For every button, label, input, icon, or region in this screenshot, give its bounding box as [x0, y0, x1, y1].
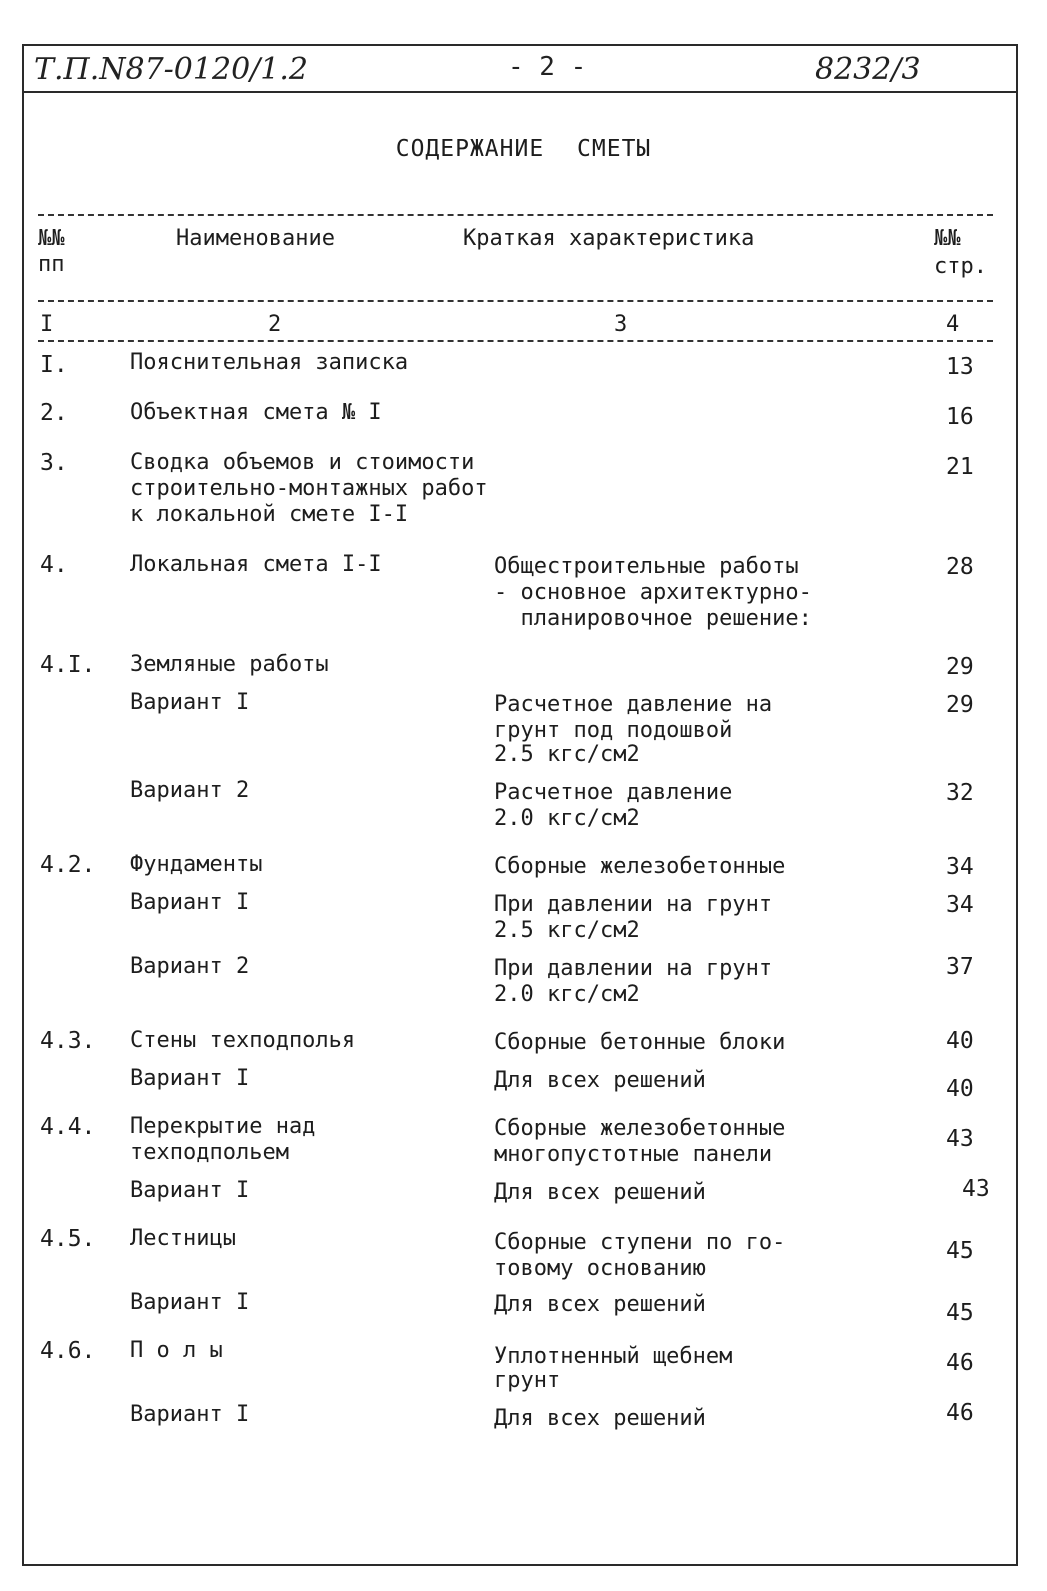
col-num-heading-line1: №№: [38, 226, 65, 251]
row-name: строительно-монтажных работ: [130, 476, 488, 501]
row-name: Стены техподполья: [130, 1028, 356, 1053]
col-index-2: 2: [268, 312, 282, 337]
row-name: Локальная смета I-I: [130, 552, 382, 577]
row-page: 29: [946, 654, 974, 680]
row-description: Общестроительные работы: [494, 554, 799, 579]
row-name: Вариант I: [130, 890, 250, 915]
row-number: 4.6.: [40, 1338, 96, 1364]
header-divider: [22, 91, 1018, 93]
row-page: 43: [946, 1126, 974, 1152]
row-page: 29: [946, 692, 974, 718]
row-name: техподпольем: [130, 1140, 289, 1165]
header-top-dashed-rule: [38, 214, 993, 216]
row-page: 40: [946, 1028, 974, 1054]
row-name: Лестницы: [130, 1226, 236, 1251]
row-description: Сборные железобетонные: [494, 854, 786, 879]
row-name: Вариант I: [130, 1402, 250, 1427]
row-description: Для всех решений: [494, 1180, 706, 1205]
row-description: Сборные бетонные блоки: [494, 1030, 786, 1055]
col-index-4: 4: [946, 312, 960, 337]
col-description-heading: Краткая характеристика: [463, 226, 755, 251]
row-description: Для всех решений: [494, 1406, 706, 1431]
row-description: Для всех решений: [494, 1292, 706, 1317]
row-number: 4.I.: [40, 652, 96, 678]
row-name: Объектная смета № I: [130, 400, 382, 425]
document-title: СОДЕРЖАНИЕ СМЕТЫ: [395, 136, 652, 162]
row-description: многопустотные панели: [494, 1142, 773, 1167]
header-mid-dashed-rule: [38, 300, 993, 302]
row-name: Земляные работы: [130, 652, 329, 677]
row-name: Вариант I: [130, 690, 250, 715]
row-description: Сборные железобетонные: [494, 1116, 786, 1141]
header-bottom-dashed-rule: [38, 340, 993, 342]
row-number: 4.4.: [40, 1114, 96, 1140]
row-description: Расчетное давление на: [494, 692, 773, 717]
row-number: 3.: [40, 450, 68, 476]
row-page: 40: [946, 1076, 974, 1102]
row-description: При давлении на грунт: [494, 892, 773, 917]
row-name: Пояснительная записка: [130, 350, 409, 375]
row-page: 21: [946, 454, 974, 480]
row-description: грунт: [494, 1368, 561, 1393]
col-page-heading-line1: №№: [934, 226, 961, 251]
row-description: Для всех решений: [494, 1068, 706, 1093]
row-description: Уплотненный щебнем: [494, 1344, 733, 1369]
row-name: Вариант I: [130, 1178, 250, 1203]
reference-number: 8232/3: [815, 52, 921, 87]
row-name: П о л ы: [130, 1338, 223, 1363]
row-number: 4.: [40, 552, 68, 578]
col-num-heading-line2: пп: [38, 252, 65, 277]
row-page: 45: [946, 1238, 974, 1264]
row-description: При давлении на грунт: [494, 956, 773, 981]
row-number: 4.2.: [40, 852, 96, 878]
row-name: Фундаменты: [130, 852, 263, 877]
page-number: - 2 -: [508, 52, 587, 82]
row-page: 46: [946, 1350, 974, 1376]
row-name: Сводка объемов и стоимости: [130, 450, 475, 475]
row-description: товому основанию: [494, 1256, 706, 1281]
row-page: 34: [946, 892, 974, 918]
row-page: 45: [946, 1300, 974, 1326]
document-code: Т.П.N87-0120/1.2: [34, 52, 308, 87]
row-page: 32: [946, 780, 974, 806]
row-description: 2.5 кгс/см2: [494, 742, 640, 767]
row-description: планировочное решение:: [494, 606, 812, 631]
row-page: 37: [946, 954, 974, 980]
row-name: Вариант I: [130, 1066, 250, 1091]
row-name: Вариант 2: [130, 778, 250, 803]
row-description: грунт под подошвой: [494, 718, 733, 743]
row-description: Расчетное давление: [494, 780, 733, 805]
row-description: Сборные ступени по го-: [494, 1230, 786, 1255]
row-page: 34: [946, 854, 974, 880]
row-number: 4.5.: [40, 1226, 96, 1252]
row-description: 2.0 кгс/см2: [494, 982, 640, 1007]
row-name: к локальной смете I-I: [130, 502, 409, 527]
col-index-1: I: [40, 312, 54, 337]
col-name-heading: Наименование: [176, 226, 335, 251]
row-page: 28: [946, 554, 974, 580]
row-number: 2.: [40, 400, 68, 426]
row-number: 4.3.: [40, 1028, 96, 1054]
row-description: 2.5 кгс/см2: [494, 918, 640, 943]
row-page: 16: [946, 404, 974, 430]
row-description: - основное архитектурно-: [494, 580, 812, 605]
row-name: Вариант I: [130, 1290, 250, 1315]
col-index-3: 3: [614, 312, 628, 337]
row-name: Перекрытие над: [130, 1114, 316, 1139]
row-description: 2.0 кгс/см2: [494, 806, 640, 831]
row-number: I.: [40, 352, 68, 378]
row-name: Вариант 2: [130, 954, 250, 979]
row-page: 43: [962, 1176, 990, 1202]
row-page: 13: [946, 354, 974, 380]
row-page: 46: [946, 1400, 974, 1426]
col-page-heading-line2: стр.: [934, 254, 987, 279]
